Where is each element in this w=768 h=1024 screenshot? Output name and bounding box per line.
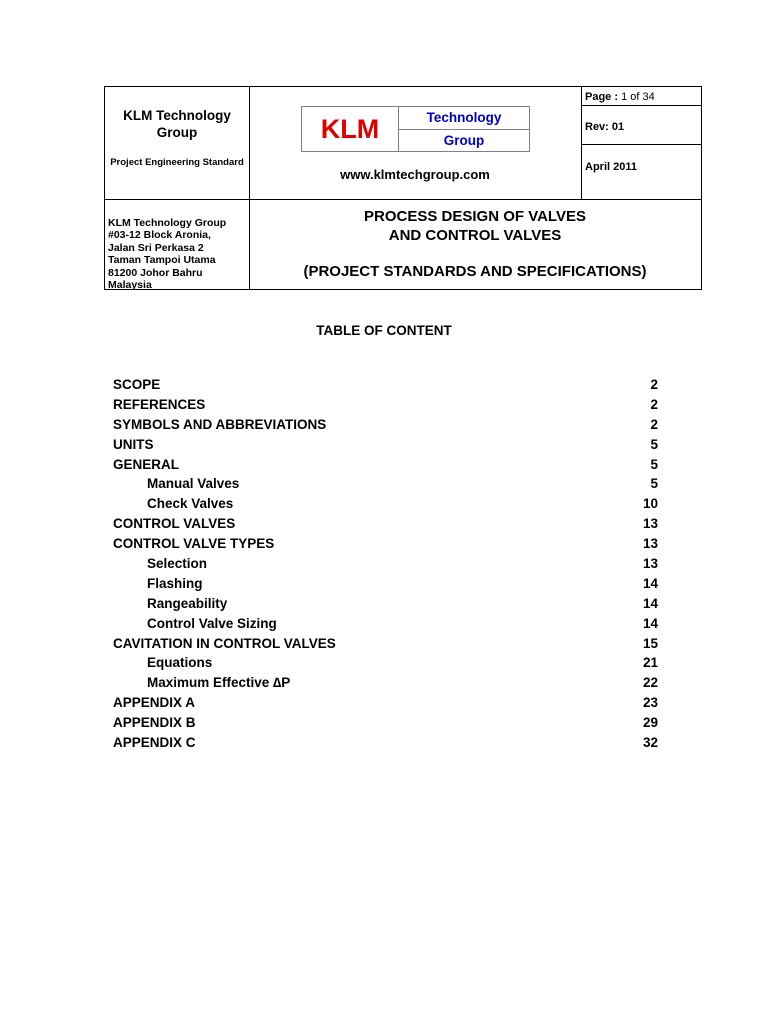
- address-line: Malaysia: [108, 279, 152, 292]
- toc-entry[interactable]: [113, 634, 658, 654]
- toc-entry-page: 5: [650, 456, 658, 472]
- toc-entry-label: Manual Valves: [147, 476, 240, 492]
- toc-entry-page: 13: [642, 556, 658, 572]
- logo-technology-text: Technology: [426, 110, 502, 125]
- toc-entry-label: Equations: [147, 655, 213, 671]
- toc-entry[interactable]: [113, 673, 658, 693]
- toc-entry[interactable]: [113, 514, 658, 534]
- toc-entry[interactable]: [113, 534, 658, 554]
- revision: Rev: 01: [585, 121, 625, 133]
- toc-entry-page: 21: [642, 655, 658, 671]
- toc-entry-page: 14: [642, 575, 658, 591]
- header-divider: [249, 87, 250, 199]
- toc-entry-label: SYMBOLS AND ABBREVIATIONS: [113, 416, 327, 432]
- toc-entry[interactable]: [113, 435, 658, 455]
- document-subtitle: (PROJECT STANDARDS AND SPECIFICATIONS): [303, 263, 647, 280]
- toc-entry-label: Control Valve Sizing: [147, 615, 277, 631]
- toc-heading: TABLE OF CONTENT: [316, 323, 452, 338]
- toc-entry-page: 14: [642, 595, 658, 611]
- logo-group-text: Group: [443, 133, 485, 148]
- toc-entry-label: CONTROL VALVES: [113, 516, 236, 532]
- toc-entry[interactable]: [113, 594, 658, 614]
- toc-entry-page: 14: [642, 615, 658, 631]
- toc-entry[interactable]: [113, 713, 658, 733]
- toc-entry-page: 5: [650, 476, 658, 492]
- toc-entry-page: 23: [642, 695, 658, 711]
- toc-entry-page: 32: [642, 735, 658, 751]
- website-url: www.klmtechgroup.com: [340, 167, 490, 182]
- toc-entry-page: 13: [642, 516, 658, 532]
- toc-entry-label: REFERENCES: [113, 396, 206, 412]
- toc-entry[interactable]: [113, 574, 658, 594]
- document-header-table: [104, 86, 702, 290]
- address-line: 81200 Johor Bahru: [108, 266, 203, 279]
- issue-date: April 2011: [585, 161, 637, 173]
- toc-entry[interactable]: [113, 474, 658, 494]
- toc-entry[interactable]: [113, 653, 658, 673]
- company-address: [108, 217, 248, 291]
- toc-entry-page: 15: [642, 635, 658, 651]
- toc-list: [113, 375, 658, 753]
- toc-entry-label: APPENDIX C: [113, 735, 196, 751]
- toc-entry[interactable]: [113, 554, 658, 574]
- page-number: [585, 91, 655, 103]
- toc-entry-label: CONTROL VALVE TYPES: [113, 536, 275, 552]
- address-line: Jalan Sri Perkasa 2: [108, 241, 204, 254]
- address-line: #03-12 Block Aronia,: [108, 229, 211, 242]
- toc-entry[interactable]: [113, 455, 658, 475]
- header-divider: [105, 199, 701, 200]
- toc-entry-label: Maximum Effective ∆P: [147, 675, 291, 691]
- page-value: 1 of 34: [621, 91, 655, 103]
- logo-klm-text: KLM: [320, 114, 380, 144]
- toc-entry-page: 2: [650, 416, 658, 432]
- toc-entry-page: 13: [642, 536, 658, 552]
- company-logo: [301, 106, 530, 152]
- toc-entry-page: 10: [642, 496, 658, 512]
- toc-entry-label: GENERAL: [113, 456, 180, 472]
- toc-entry-label: CAVITATION IN CONTROL VALVES: [113, 635, 336, 651]
- toc-entry[interactable]: [113, 415, 658, 435]
- address-line: KLM Technology Group: [108, 217, 227, 229]
- toc-entry[interactable]: [113, 494, 658, 514]
- toc-entry-label: APPENDIX A: [113, 695, 196, 711]
- header-divider: [581, 87, 582, 199]
- toc-entry-page: 2: [650, 377, 658, 392]
- title-line: PROCESS DESIGN OF VALVES: [364, 208, 586, 225]
- address-line: Taman Tampoi Utama: [108, 254, 216, 267]
- toc-entry[interactable]: [113, 733, 658, 753]
- toc-entry-page: 22: [642, 675, 658, 691]
- company-subtitle: Project Engineering Standard: [110, 157, 244, 168]
- toc-entry-page: 2: [650, 396, 658, 412]
- header-divider: [581, 144, 701, 145]
- toc-entry-label: Rangeability: [147, 595, 228, 611]
- toc-entry[interactable]: [113, 375, 658, 395]
- toc-entry[interactable]: [113, 395, 658, 415]
- toc-entry-label: SCOPE: [113, 377, 161, 392]
- header-divider: [581, 105, 701, 106]
- toc-entry-label: Flashing: [147, 575, 203, 591]
- toc-entry-label: APPENDIX B: [113, 715, 196, 731]
- company-name: KLM Technology Group: [123, 108, 231, 140]
- title-line: AND CONTROL VALVES: [388, 227, 562, 244]
- toc-entry[interactable]: [113, 614, 658, 634]
- toc-entry-label: UNITS: [113, 436, 154, 452]
- toc-entry-page: 29: [642, 715, 658, 731]
- toc-entry-label: Selection: [147, 556, 208, 572]
- document-title: [249, 207, 701, 245]
- toc-entry[interactable]: [113, 693, 658, 713]
- toc-entry-label: Check Valves: [147, 496, 234, 512]
- toc-entry-page: 5: [650, 436, 658, 452]
- page-label: Page :: [585, 91, 619, 103]
